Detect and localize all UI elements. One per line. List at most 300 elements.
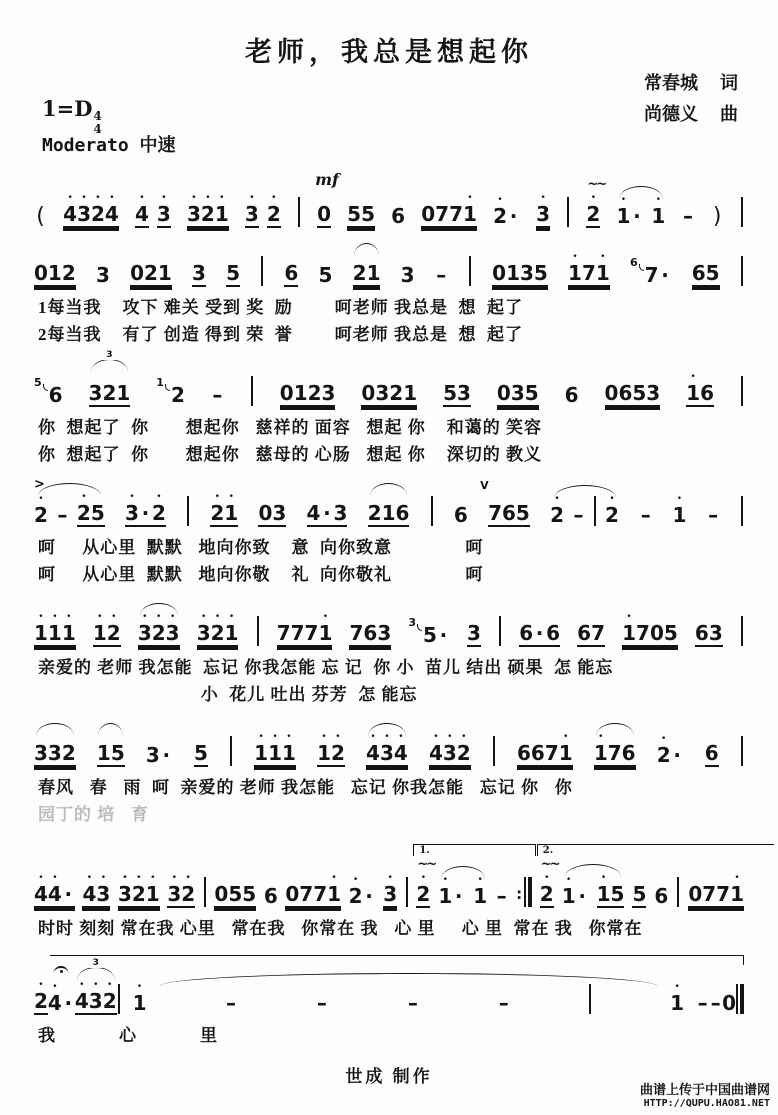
octave-dot: • — [191, 193, 197, 203]
digit-glyph: 2 — [493, 204, 507, 228]
note-token — [167, 874, 195, 908]
digit-glyph: – — [57, 503, 68, 527]
note-digits — [319, 255, 333, 287]
digit-glyph: – — [212, 383, 223, 407]
note-digit — [305, 613, 319, 647]
digit-glyph: 2 — [61, 741, 76, 765]
note-digits — [632, 874, 646, 908]
digit-glyph: 3 — [196, 621, 211, 645]
note-digit — [181, 874, 195, 908]
digit-glyph: 6 — [618, 381, 633, 405]
note-token — [366, 733, 408, 767]
note-digit — [520, 253, 534, 287]
slur-group — [616, 196, 665, 228]
note-digit — [96, 874, 110, 908]
lyrics-line: 我 心 里 — [38, 1026, 218, 1045]
note-digit — [632, 874, 646, 908]
digit-glyph: 2 — [151, 621, 166, 645]
note-digit — [102, 373, 116, 407]
note-digit — [389, 373, 403, 407]
note-digit — [443, 373, 457, 407]
note-token — [672, 495, 686, 527]
note-digit — [135, 194, 149, 228]
note-digits — [622, 613, 678, 647]
note-token — [586, 177, 606, 228]
digit-glyph: 6 — [391, 204, 406, 228]
sheet-header — [0, 0, 778, 172]
note-digit — [377, 613, 391, 647]
credits — [644, 68, 738, 130]
note-digit — [395, 493, 409, 527]
volta-label: 1. — [419, 845, 430, 856]
octave-dot: • — [286, 732, 292, 742]
triplet-arc — [91, 350, 129, 372]
barline — [493, 736, 495, 766]
note-digits — [224, 983, 237, 1015]
note-token — [709, 983, 722, 1015]
note-digit — [582, 253, 596, 287]
note-digits — [495, 876, 508, 908]
note-digit — [107, 613, 121, 647]
digit-glyph: 3 — [165, 621, 180, 645]
tempo-marking: Moderato 中速 — [42, 135, 176, 156]
octave-dot: • — [156, 612, 162, 622]
thin-barline — [524, 877, 526, 907]
octave-dot: • — [655, 195, 661, 205]
lyrics-line: 时时 刻刻 常在我 心里 常在我 你常在 我 心 里 心 里 常在 我 你常在 — [38, 919, 643, 938]
note-token — [493, 196, 520, 228]
note-digits — [645, 255, 672, 287]
digit-glyph: 2 — [151, 501, 166, 525]
digit-glyph: 2 — [102, 989, 117, 1013]
note-digit — [630, 196, 643, 228]
note-digit — [545, 733, 559, 767]
note-digit — [152, 613, 166, 647]
octave-dot: • — [370, 732, 376, 742]
octave-dot: • — [620, 195, 627, 205]
digit-glyph: 2 — [352, 261, 367, 285]
final-barline — [736, 984, 744, 1014]
note-digit — [89, 373, 103, 407]
digit-glyph: 6 — [48, 383, 63, 407]
note-digits — [214, 874, 256, 908]
barline — [406, 877, 408, 907]
note-digit — [730, 874, 744, 908]
digit-glyph: 5 — [705, 261, 720, 285]
note-digits — [497, 983, 510, 1015]
octave-dot: • — [81, 492, 87, 502]
note-digits — [366, 733, 408, 767]
digit-glyph: 1 — [686, 381, 701, 405]
note-digits — [709, 983, 722, 1015]
digit-glyph: 1 — [403, 381, 418, 405]
note-token — [616, 196, 643, 228]
note-token — [651, 196, 665, 228]
digit-glyph: 7 — [636, 621, 650, 645]
octave-dot: • — [185, 873, 191, 883]
note-token — [254, 733, 296, 767]
digit-glyph: 1 — [366, 261, 381, 285]
note-token — [82, 874, 110, 908]
note-token — [349, 613, 391, 647]
note-digit — [608, 733, 622, 767]
note-token — [568, 253, 610, 287]
digit-glyph: 2 — [367, 501, 382, 525]
note-token — [707, 495, 720, 527]
digit-glyph: 1 — [34, 621, 48, 645]
digit-glyph: 4 — [34, 882, 48, 906]
octave-dot: • — [674, 982, 680, 992]
digit-glyph: 6 — [363, 621, 378, 645]
digit-glyph: 7 — [290, 621, 305, 645]
time-bottom: 4 — [93, 121, 102, 136]
key-label: 1=D — [42, 96, 93, 121]
digit-glyph: 1 — [596, 882, 611, 906]
note-digits — [517, 733, 573, 767]
octave-dot: • — [100, 873, 106, 883]
octave-dot: • — [228, 492, 234, 502]
note-token — [133, 983, 147, 1015]
digit-glyph: 3 — [88, 989, 103, 1013]
note-token — [429, 733, 471, 767]
digit-glyph: · — [535, 621, 544, 645]
note-digits — [130, 253, 172, 287]
digit-glyph: 7 — [304, 621, 319, 645]
note-digit — [492, 253, 506, 287]
digit-glyph: 1 — [506, 261, 520, 285]
note-digit — [473, 876, 487, 908]
octave-dot: • — [111, 612, 117, 622]
note-digit — [347, 194, 361, 228]
digit-glyph: 1 — [282, 741, 296, 765]
note-digit — [361, 194, 375, 228]
octave-dot: • — [554, 494, 560, 504]
note-digit — [688, 874, 702, 908]
lyrics-line: 1每当我 攻下 难关 受到 奖 励 呵老师 我总是 想 起了 — [38, 298, 523, 317]
lyrics-block — [34, 915, 744, 942]
note-digit — [438, 876, 452, 908]
digit-glyph: 5 — [632, 381, 647, 405]
octave-dot: • — [331, 873, 337, 883]
octave-dot: • — [122, 873, 128, 883]
digit-glyph: 3 — [510, 381, 525, 405]
note-digits — [317, 733, 345, 767]
note-digits — [707, 495, 720, 527]
barline — [741, 256, 743, 286]
note-digit — [133, 983, 147, 1015]
accent-mark: > — [34, 477, 45, 492]
note-token — [210, 493, 238, 527]
digit-glyph: 4 — [135, 202, 149, 226]
barline — [298, 197, 300, 227]
note-digit — [319, 255, 333, 287]
digit-glyph: 3 — [192, 261, 206, 285]
note-digit — [366, 733, 380, 767]
note-digit — [709, 983, 722, 1015]
note-digits — [705, 733, 719, 767]
digit-glyph: 7 — [644, 263, 659, 287]
note-digit — [380, 733, 394, 767]
note-digit — [197, 613, 211, 647]
octave-dot: • — [387, 873, 393, 883]
digit-glyph: 2 — [61, 261, 76, 285]
note-digit — [657, 735, 671, 767]
note-digit — [268, 733, 282, 767]
digit-glyph: 0 — [258, 501, 273, 525]
digit-glyph: 2 — [586, 202, 601, 226]
note-digit — [116, 373, 130, 407]
octave-dot: • — [258, 732, 264, 742]
note-digit — [406, 983, 419, 1015]
octave-dot: • — [352, 875, 359, 885]
digit-glyph: 3 — [457, 381, 471, 405]
note-token — [349, 876, 376, 908]
note-token — [187, 194, 229, 228]
digit-glyph: 1 — [593, 741, 608, 765]
note-digit — [97, 733, 111, 767]
note-token — [686, 373, 714, 407]
digit-glyph: 5 — [347, 202, 362, 226]
note-token — [315, 170, 339, 228]
note-digit — [272, 493, 286, 527]
note-digit — [317, 733, 331, 767]
note-digit — [546, 613, 560, 647]
note-token — [492, 253, 548, 287]
digit-glyph: 1 — [473, 884, 488, 908]
digit-glyph: 1 — [61, 621, 76, 645]
note-digit — [103, 981, 117, 1015]
digit-glyph: 3 — [272, 501, 287, 525]
digit-glyph: 1 — [672, 503, 687, 527]
note-digits — [347, 194, 375, 228]
note-digit — [139, 493, 152, 527]
note-digits — [401, 255, 415, 287]
barline — [499, 616, 501, 646]
note-token — [497, 983, 510, 1015]
note-token — [34, 253, 76, 287]
note-digits — [586, 194, 600, 228]
trill-mark: ~~ — [417, 857, 436, 872]
digit-glyph: 0 — [361, 381, 376, 405]
note-digit — [423, 615, 437, 647]
note-digit — [618, 373, 632, 407]
note-digits — [454, 495, 468, 527]
note-digits — [171, 375, 185, 407]
digit-glyph: 4 — [428, 741, 443, 765]
note-digit — [722, 983, 736, 1015]
note-token — [319, 255, 333, 287]
digit-glyph: 5 — [193, 741, 208, 765]
digit-glyph: 3 — [117, 882, 132, 906]
digit-glyph: 2 — [456, 741, 471, 765]
digit-glyph: 4 — [47, 991, 62, 1015]
note-digit — [331, 733, 345, 767]
note-token — [681, 196, 694, 228]
note-digits — [75, 981, 117, 1015]
note-digit — [536, 194, 550, 228]
octave-dot: • — [52, 873, 58, 883]
digit-glyph: 5 — [610, 882, 625, 906]
time-top: 4 — [93, 109, 102, 123]
octave-dot — [261, 219, 264, 228]
lyrics-line: 园丁的 培 育 — [38, 805, 149, 824]
note-digit — [201, 194, 215, 228]
note-digit — [646, 373, 660, 407]
digit-glyph: · — [141, 501, 150, 525]
note-digits — [391, 196, 405, 228]
note-digit — [125, 493, 139, 527]
note-digit — [497, 983, 510, 1015]
digit-glyph: 2 — [34, 503, 48, 527]
note-token — [34, 375, 63, 407]
note-token — [194, 733, 208, 767]
digit-glyph: 0 — [421, 202, 436, 226]
note-digit — [111, 733, 125, 767]
note-digit — [361, 373, 375, 407]
note-token — [722, 983, 736, 1015]
note-digit — [48, 613, 62, 647]
note-digits — [488, 493, 530, 527]
note-digit — [650, 613, 664, 647]
note-digit — [488, 493, 502, 527]
note-token — [696, 983, 709, 1015]
digit-glyph: 2 — [170, 383, 185, 407]
octave-dot: • — [139, 193, 145, 203]
digit-glyph: 6 — [691, 261, 706, 285]
note-token — [280, 373, 336, 407]
digit-glyph: 3 — [137, 621, 152, 645]
note-token — [473, 876, 487, 908]
fermata-mark — [54, 966, 69, 976]
note-token — [692, 253, 720, 287]
digit-glyph: · — [661, 263, 669, 287]
digit-glyph: 2 — [348, 884, 363, 908]
digit-glyph: · — [454, 884, 463, 908]
note-digit — [157, 194, 171, 228]
thick-barline — [740, 984, 744, 1014]
note-digits — [118, 874, 160, 908]
note-digit — [576, 876, 589, 908]
octave-dot: • — [384, 732, 390, 742]
thin-barline — [736, 984, 738, 1014]
digit-glyph: 7 — [544, 741, 559, 765]
lyrics-line: 你 想起了 你 想起你 慈母的 心肠 想起 你 深切的 教义 — [38, 445, 542, 464]
note-digits — [361, 373, 417, 407]
note-digit — [259, 219, 267, 228]
digit-glyph: 5 — [632, 882, 647, 906]
triplet-arc — [77, 958, 115, 980]
digit-glyph: 3 — [167, 882, 182, 906]
note-token — [695, 613, 723, 647]
note-digits — [82, 874, 110, 908]
barline — [741, 616, 743, 646]
digit-glyph: 5 — [515, 501, 530, 525]
digit-glyph: 0 — [722, 991, 736, 1015]
note-digit — [467, 613, 481, 647]
note-digits — [657, 735, 684, 767]
octave-dot: • — [109, 193, 115, 203]
note-digit — [686, 373, 700, 407]
digit-glyph: 1 — [568, 261, 582, 285]
digit-glyph: 1 — [254, 741, 269, 765]
octave-dot: • — [676, 494, 683, 504]
digit-glyph: 3 — [400, 263, 415, 287]
note-token — [408, 615, 450, 647]
note-digit — [681, 196, 694, 228]
digit-glyph: ) — [712, 204, 722, 229]
note-digits — [34, 874, 75, 908]
digit-glyph: 5 — [524, 381, 539, 405]
digit-glyph: 1 — [670, 991, 685, 1015]
digit-glyph: 1 — [558, 741, 573, 765]
digit-glyph: 2 — [389, 381, 404, 405]
slur-group — [34, 477, 105, 527]
note-digit — [559, 733, 573, 767]
slur-arc — [370, 483, 408, 496]
note-token — [454, 495, 468, 527]
note-digits — [688, 874, 744, 908]
digit-glyph: 6 — [517, 741, 531, 765]
note-token — [480, 479, 530, 527]
note-digit — [391, 196, 405, 228]
digit-glyph: 5 — [361, 202, 375, 226]
digit-glyph: 7 — [276, 621, 291, 645]
note-digit — [211, 375, 224, 407]
digit-glyph: 3 — [708, 621, 723, 645]
octave-dot: • — [447, 732, 453, 742]
note-digit — [401, 255, 415, 287]
digit-glyph: · — [509, 204, 518, 228]
note-digit — [363, 613, 377, 647]
note-digit — [89, 981, 103, 1015]
digit-glyph: 2 — [210, 621, 225, 645]
digit-glyph: 1 — [317, 741, 331, 765]
note-digits — [307, 493, 348, 527]
note-token — [639, 495, 652, 527]
note-digits — [63, 194, 119, 228]
digit-glyph: 5 — [443, 381, 457, 405]
digit-glyph: 1 — [268, 741, 282, 765]
note-digit — [511, 373, 525, 407]
note-digit — [299, 874, 313, 908]
note-digit — [517, 733, 531, 767]
note-digit — [318, 613, 332, 647]
lyrics-block — [34, 774, 744, 828]
note-digit — [291, 613, 305, 647]
octave-dot: • — [129, 492, 135, 502]
note-digit — [315, 983, 328, 1015]
note-digits — [34, 981, 48, 1015]
lyrics-line: 亲爱的 老师 我怎能 忘记 你我怎能 忘 记 你 小 苗儿 结出 硕果 怎 能忘 — [38, 658, 614, 677]
octave-dot: • — [321, 732, 327, 742]
note-digits — [497, 373, 539, 407]
digit-glyph: 1 — [651, 204, 666, 228]
barline — [594, 496, 596, 526]
digit-glyph: 1 — [327, 882, 342, 906]
composer-name: 尚德义 — [644, 104, 698, 124]
thick-barline — [528, 877, 532, 907]
note-digit — [519, 613, 533, 647]
note-token — [383, 874, 397, 908]
digit-glyph: 4 — [63, 202, 78, 226]
note-digits — [245, 194, 281, 228]
octave-dot: • — [150, 873, 156, 883]
notation-systems — [0, 172, 778, 1049]
digit-glyph: 2 — [76, 501, 91, 525]
note-token — [34, 196, 47, 228]
digit-glyph: 2 — [102, 381, 117, 405]
digit-glyph: 1 — [730, 882, 744, 906]
